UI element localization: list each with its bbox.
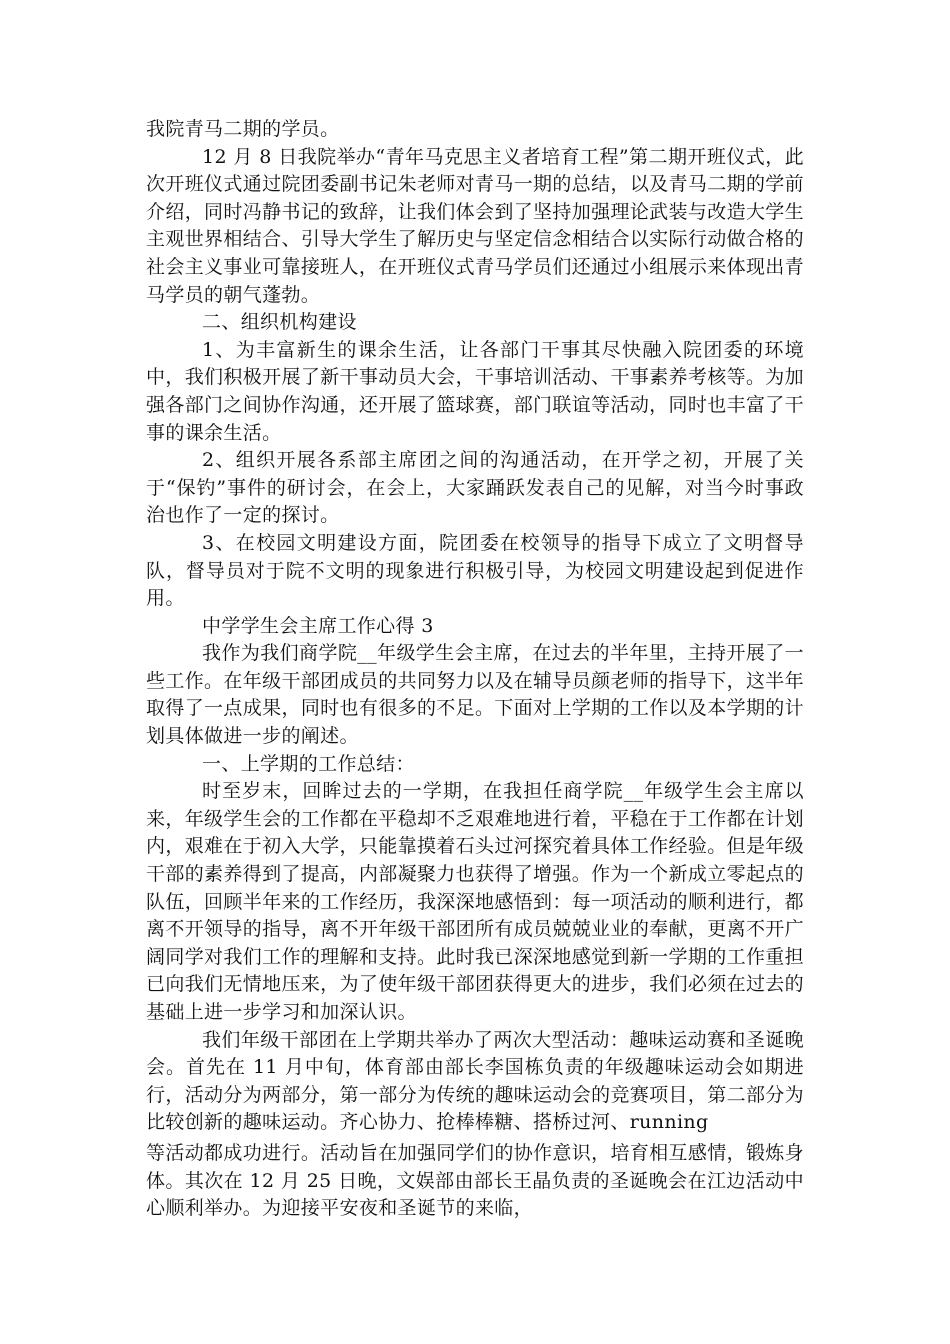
paragraph: 2、组织开展各系部主席团之间的沟通活动，在开学之初，开展了关于“保钓”事件的研讨会，在会上，大家踊跃发表自己的见解，对当今时事政治也作了一定的探讨。 xyxy=(146,449,804,527)
section-heading: 一、上学期的工作总结： xyxy=(202,752,415,775)
paragraph: 我院青马二期的学员。 xyxy=(146,118,340,140)
paragraph: 12 月 8 日我院举办“青年马克思主义者培育工程”第二期开班仪式，此次开班仪式通过院团委副书记朱老师对青马一期的总结，以及青马二期的学前介绍，同时冯静书记的致辞，让我们体会到了坚持加强理论武装与改造大学生主观世界相结合、引导大学生了解历史与坚定信念相结合以实际行动做合格的社会主义事业可靠接班人，在开班仪式青马学员们还通过小组展示来体现出青马学员的朝气蓬勃。 xyxy=(146,145,804,306)
document-body-bottom xyxy=(146,1140,804,1223)
paragraph: 1、为丰富新生的课余生活，让各部门干事其尽快融入院团委的环境中，我们积极开展了新干事动员大会，干事培训活动、干事素养考核等。为加强各部门之间协作沟通，还开展了篮球赛，部门联谊等活动，同时也丰富了干事的课余生活。 xyxy=(146,338,804,444)
section-heading: 中学学生会主席工作心得 3 xyxy=(202,614,434,637)
document-body-top xyxy=(146,116,804,1137)
section-heading: 二、组织机构建设 xyxy=(202,311,357,334)
paragraph: 3、在校园文明建设方面，院团委在校领导的指导下成立了文明督导队，督导员对于院不文明的现象进行积极引导，为校园文明建设起到促进作用。 xyxy=(146,531,804,610)
paragraph: 时至岁末，回眸过去的一学期，在我担任商学院__年级学生会主席以来，年级学生会的工作都在平稳却不乏艰难地进行着，平稳在于工作都在计划内，艰难在于初入大学，只能靠摸着石头过河探究着具体工作经验。但是年级干部的素养得到了提高，内部凝聚力也获得了增强。作为一个新成立零起点的队伍，回顾半年来的工作经历，我深深地感悟到：每一项活动的顺利进行，都离不开领导的指导，离不开年级干部团所有成员兢兢业业的奉献，更离不开广阔同学对我们工作的理解和支持。此时我已深深地感觉到新一学期的工作重担已向我们无情地压来，为了使年级干部团获得更大的进步，我们必须在过去的基础上进一步学习和加深认识。 xyxy=(146,780,804,1023)
paragraph: 等活动都成功进行。活动旨在加强同学们的协作意识，培育相互感情，锻炼身体。其次在 12 月 25 日晚，文娱部由部长王晶负责的圣诞晚会在江边活动中心顺利举办。为迎接平安夜和圣诞节的来临， xyxy=(146,1142,804,1220)
paragraph: 我们年级干部团在上学期共举办了两次大型活动：趣味运动赛和圣诞晚会。首先在 11 月中旬，体育部由部长李国栋负责的年级趣味运动会如期进行，活动分为两部分，第一部分为传统的趣味运动会的竞赛项目，第二部分为比较创新的趣味运动。齐心协力、抢棒棒糖、搭桥过河、running xyxy=(146,1028,804,1134)
paragraph: 我作为我们商学院__年级学生会主席，在过去的半年里，主持开展了一些工作。在年级干部团成员的共同努力以及在辅导员颜老师的指导下，这半年取得了一点成果，同时也有很多的不足。下面对上学期的工作以及本学期的计划具体做进一步的阐述。 xyxy=(146,642,804,748)
